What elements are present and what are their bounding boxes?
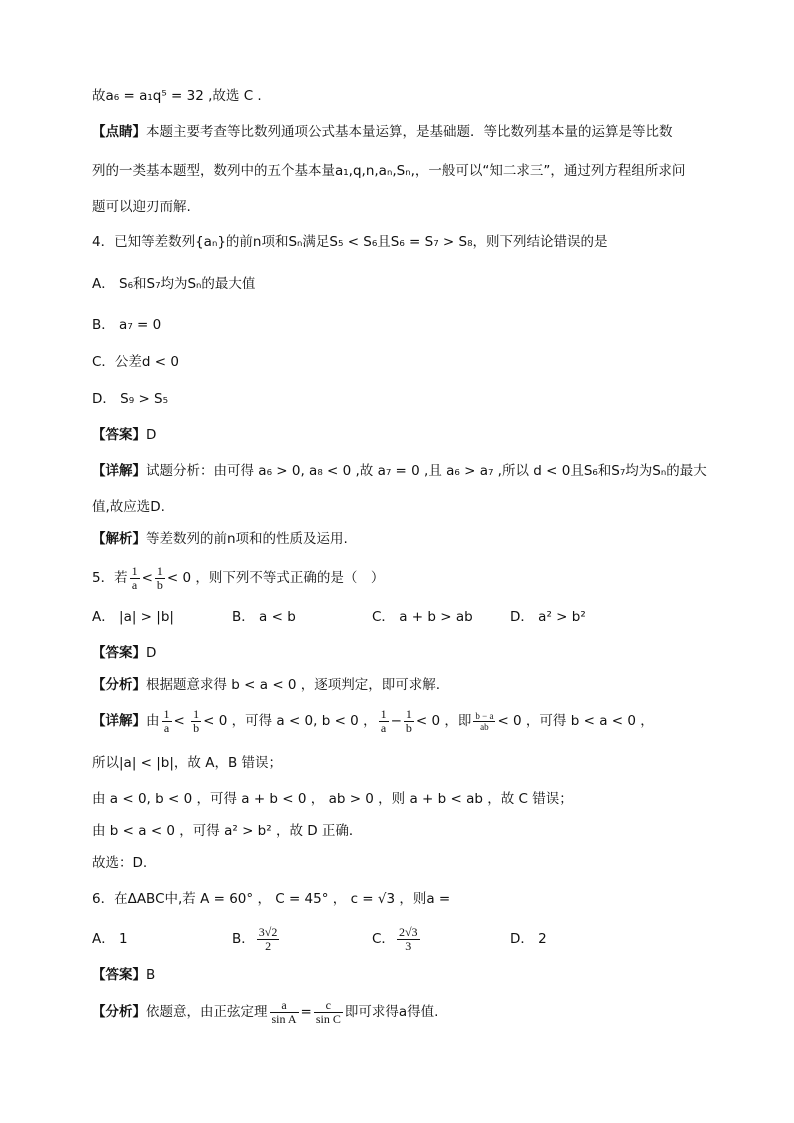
denominator: 2	[265, 938, 272, 953]
denominator: b	[156, 577, 163, 592]
fraction	[191, 708, 201, 735]
text-content: 试题分析：由可得 a₆ > 0, a₈ < 0 ,故 a₇ = 0 ,且 a₆ > a₇ ,所以 d < 0且S₆和S₇均为Sₙ的最大	[146, 463, 707, 479]
numerator: c	[314, 999, 343, 1013]
text-line	[92, 197, 702, 217]
question-6-option-c	[372, 922, 422, 956]
question-5-detail	[92, 706, 702, 736]
text-line	[92, 853, 702, 873]
denominator: a	[163, 720, 170, 735]
question-4-answer	[92, 425, 702, 445]
text-content: B． a₇ = 0	[92, 317, 162, 333]
text-line	[92, 497, 702, 517]
question-4-analysis	[92, 529, 702, 549]
analysis-tag: 【分析】	[92, 1004, 146, 1020]
text-content: 根据题意求得 b < a < 0 ，逐项判定，即可求解.	[146, 677, 441, 693]
fraction	[314, 999, 343, 1026]
tip-tag: 【点睛】	[92, 124, 146, 140]
numerator: b − a	[475, 710, 494, 721]
question-5-option-b	[232, 607, 296, 627]
text-content: < 0 ，可得 b < a < 0 ，	[497, 713, 654, 729]
question-6-option-d	[510, 929, 547, 949]
text-content: A． |a| > |b|	[92, 609, 174, 625]
denominator: sin A	[271, 1011, 297, 1026]
detail-tag: 【详解】	[92, 463, 146, 479]
text-content: C．	[372, 931, 395, 947]
numerator: 1	[156, 563, 163, 578]
text-content: D	[146, 645, 157, 661]
answer-tag: 【答案】	[92, 427, 146, 443]
question-5-answer	[92, 643, 702, 663]
answer-tag: 【答案】	[92, 645, 146, 661]
numerator: 1	[163, 706, 170, 721]
text-content: 所以|a| < |b|，故 A，B 错误；	[92, 755, 283, 771]
numerator: 2√3	[398, 924, 418, 939]
question-6-answer	[92, 965, 702, 985]
numerator: 1	[193, 706, 200, 721]
text-content: 题可以迎刃而解.	[92, 199, 191, 215]
text-content: 列的一类基本题型，数列中的五个基本量a₁,q,n,aₙ,Sₙ,，一般可以“知二求三”，通过列方程组所求问	[92, 163, 686, 179]
text-content: 故a₆ = a₁q⁵ = 32 ,故选 C .	[92, 88, 262, 104]
text-content: 由	[146, 713, 160, 729]
numerator: 1	[380, 706, 387, 721]
numerator: 1	[131, 563, 138, 578]
text-content: 6．在ΔABC中,若 A = 60° ， C = 45° ， c = √3 ，则a =	[92, 891, 451, 907]
text-content: C．公差d < 0	[92, 354, 179, 370]
fraction	[162, 708, 172, 735]
question-6-stem	[92, 889, 702, 909]
text-line	[92, 161, 702, 181]
denominator: ab	[480, 721, 489, 732]
tip-paragraph	[92, 122, 702, 142]
text-content: 依题意，由正弦定理	[146, 1004, 268, 1020]
answer-tag: 【答案】	[92, 967, 146, 983]
text-content: −	[390, 713, 402, 729]
text-content: < 0 ，则下列不等式正确的是（ ）	[166, 570, 385, 586]
question-4-stem	[92, 232, 702, 252]
denominator: 3	[405, 938, 412, 953]
question-4-option-d	[92, 389, 702, 409]
text-content: 本题主要考查等比数列通项公式基本量运算，是基础题．等比数列基本量的运算是等比数	[146, 124, 673, 140]
text-content: 值,故应选D.	[92, 499, 165, 515]
text-content: B	[146, 967, 156, 983]
text-line	[92, 753, 702, 773]
analysis-tag: 【解析】	[92, 531, 146, 547]
text-content: <	[141, 570, 153, 586]
denominator: b	[193, 720, 200, 735]
analysis-tag: 【分析】	[92, 677, 146, 693]
numerator: 1	[405, 706, 412, 721]
text-content: 故选：D.	[92, 855, 148, 871]
question-4-option-a	[92, 274, 702, 294]
fraction	[404, 708, 414, 735]
denominator: a	[131, 577, 138, 592]
fraction	[257, 926, 280, 953]
question-4-option-c	[92, 352, 702, 372]
text-content: 即可求得a得值.	[344, 1004, 439, 1020]
text-line	[92, 789, 702, 809]
fraction	[397, 926, 420, 953]
text-line	[92, 86, 702, 106]
question-5-option-a	[92, 607, 174, 627]
denominator: a	[380, 720, 387, 735]
numerator: 3√2	[258, 924, 278, 939]
question-5-analysis	[92, 675, 702, 695]
text-content: < 0 ，可得 a < 0, b < 0 ，	[203, 713, 377, 729]
fraction	[155, 565, 165, 592]
question-5-option-d	[510, 607, 586, 627]
question-5-option-c	[372, 607, 473, 627]
numerator: a	[270, 999, 299, 1013]
text-content: D． 2	[510, 931, 547, 947]
text-content: 5．若	[92, 570, 128, 586]
text-content: B． a < b	[232, 609, 296, 625]
text-content: A． S₆和S₇均为Sₙ的最大值	[92, 276, 256, 292]
text-content: A． 1	[92, 931, 128, 947]
text-content: 4．已知等差数列{aₙ}的前n项和Sₙ满足S₅ < S₆且S₆ = S₇ > S₈，则下列结论错误的是	[92, 234, 608, 250]
text-content: <	[173, 713, 190, 729]
detail-tag: 【详解】	[92, 713, 146, 729]
text-content: 由 a < 0, b < 0 ，可得 a + b < 0 ， ab > 0 ，则 a + b < ab ，故 C 错误；	[92, 791, 573, 807]
fraction	[270, 999, 299, 1026]
fraction	[379, 708, 389, 735]
denominator: b	[405, 720, 412, 735]
question-5-stem	[92, 564, 702, 592]
question-6-option-a	[92, 929, 128, 949]
text-content: D	[146, 427, 157, 443]
text-content: C． a + b > ab	[372, 609, 473, 625]
text-content: =	[300, 1004, 312, 1020]
text-content: 等差数列的前n项和的性质及运用.	[146, 531, 348, 547]
fraction	[473, 711, 495, 732]
text-line	[92, 821, 702, 841]
fraction	[130, 565, 140, 592]
text-content: D． a² > b²	[510, 609, 586, 625]
denominator: sin C	[315, 1011, 341, 1026]
text-content: 由 b < a < 0 ，可得 a² > b² ，故 D 正确．	[92, 823, 363, 839]
text-content: D． S₉ > S₅	[92, 391, 169, 407]
question-6-analysis	[92, 996, 702, 1028]
text-content: < 0 ，即	[415, 713, 472, 729]
question-4-option-b	[92, 315, 702, 335]
question-6-option-b	[232, 922, 281, 956]
question-4-detail	[92, 461, 707, 481]
text-content: B．	[232, 931, 255, 947]
